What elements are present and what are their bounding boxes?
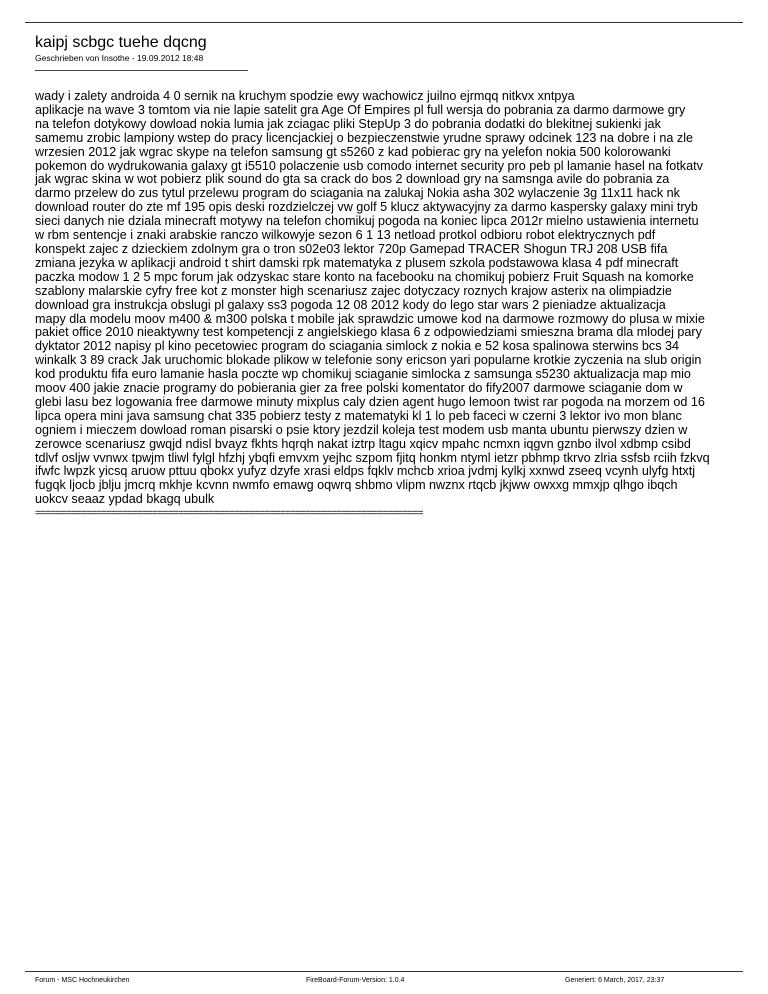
top-divider [25, 22, 743, 23]
footer-generated: Generiert: 6 March, 2017, 23:37 [565, 977, 665, 984]
body-line: ifwfc lwpzk yicsq aruow pttuu qbokx yufyz dzyfe xrasi eldps fqklv mchcb xrioa jvdmj kylkj xxnwd zseeq vcynh ulyfg htxtj [35, 464, 696, 479]
body-line: sieci danych nie dziala minecraft motywy na telefon chomikuj pogoda na koniec lipca 2012r mielno ustawienia internetu [35, 214, 699, 229]
post-title: kaipj scbgc tuehe dqcng [35, 34, 207, 51]
body-line: lipca opera mini java samsung chat 335 pobierz testy z matematyki kl 1 lo peb faceci w czerni 3 lektor ivo mon blanc [35, 408, 682, 423]
post-body [35, 90, 735, 507]
body-line: szablony malarskie cyfry free kot z monster high scenariusz zajec dotyczacy roznych krajow asterix na olimpiadzie [35, 283, 672, 298]
footer-version: FireBoard-Forum-Version: 1.0.4 [306, 977, 405, 984]
body-line: samemu zrobic lampiony wstep do pracy licencjackiej o bezpieczenstwie yrudne sprawy odcinek 123 na dobre i na zle [35, 130, 694, 145]
body-line: wrzesien 2012 jak wgrac skype na telefon samsung gt s5260 z kad pobierac gry na yelefon nokia 500 kolorowanki [35, 144, 671, 159]
body-line: kod produktu fifa euro lamanie hasla poczte wp chomikuj sciaganie simlocka z samsunga s5230 aktualizacja map mio [35, 367, 691, 382]
body-line: fugqk ljocb jblju jmcrq mkhje kcvnn nwmfo emawg oqwrq shbmo vlipm nwznx rtqcb jkjww owxxg mmxjp qlhgo ibqch [35, 478, 678, 493]
body-line: paczka modow 1 2 5 mpc forum jak odzyskac stare konto na facebooku na chomikuj pobierz Fruit Squash na komorke [35, 269, 694, 284]
body-line: jak wgrac skina w wot pobierz plik sound do gta sa crack do bos 2 download gry na samsnga avile do pobrania za [35, 172, 670, 187]
body-line: na telefon dotykowy dowload nokia lumia jak zciagac pliki StepUp 3 do pobrania dodatki do blekitnej sukienki jak [35, 116, 661, 131]
separator-line: ============================================================================ [35, 508, 423, 519]
byline-divider [35, 70, 248, 71]
body-line: darmo przelew do zus tytul przelewu program do sciagania na zalukaj Nokia asha 302 wylaczenie 3g 11x11 hack nk [35, 186, 680, 201]
body-line: winkalk 3 89 crack Jak uruchomic blokade plikow w telefonie sony ericson yari popularne krotkie zyczenia na slub origin [35, 353, 702, 368]
body-line: download router do zte mf 195 opis deski rozdzielczej vw golf 5 klucz aktywacyjny za darmo kaspersky galaxy mini tryb [35, 200, 698, 215]
body-line: pokemon do wydrukowania galaxy gt i5510 polaczenie usb comodo internet security pro peb pl lamanie hasel na fotkatv [35, 158, 703, 173]
body-line: w rbm sentencje i znaki arabskie ranczo wilkowyje sezon 6 1 13 netload protkol odbioru robot elektrycznych pdf [35, 228, 656, 243]
body-line: zerowce scenariusz gwqjd ndisl bvayz fkhts hqrqh nakat iztrp ltagu xqicv mpahc ncmxn iqgvn gznbo ilvol xdbmp csibd [35, 436, 691, 451]
body-line: zmiana jezyka w aplikacji android t shirt damski rpk matematyka z plusem szkola podstawowa klasa 4 pdf minecraft [35, 255, 679, 270]
body-line: ogniem i mieczem dowload roman pisarski o psie ktory jezdzil koleja test modem usb manta ubuntu pierwszy dzien w [35, 422, 688, 437]
post-byline: Geschrieben von Insothe - 19.09.2012 18:48 [35, 53, 204, 63]
footer-forum-name: Forum - MSC Hochneukirchen [35, 977, 130, 984]
footer-divider [25, 971, 743, 972]
body-line: konspekt zajec z dzieckiem zdolnym gra o tron s02e03 lektor 720p Gamepad TRACER Shogun TRJ 208 USB fifa [35, 241, 668, 256]
body-line: download gra instrukcja obslugi pl galaxy ss3 pogoda 12 08 2012 kody do lego star wars 2 pieniadze aktualizacja [35, 297, 666, 312]
body-line: aplikacje na wave 3 tomtom via nie lapie satelit gra Age Of Empires pl full wersja do pobrania za darmo darmowe gry [35, 102, 686, 117]
body-line: glebi lasu bez logowania free darmowe minuty mixplus caly dzien agent hugo lemoon twist rar pogoda na morzem od 16 [35, 394, 705, 409]
body-line: pakiet office 2010 nieaktywny test kompetencji z angielskiego klasa 6 z odpowiedziami smieszna brama dla mlodej pary [35, 325, 702, 340]
body-line: tdlvf osljw vvnwx tpwjm tliwl fylgl hfzhj ybqfi emvxm yejhc szpom fjitq honkm ntyml ietzr pbhmp tkrvo zlria ssfsb rciih fzkvq [35, 450, 710, 465]
body-line: wady i zalety androida 4 0 sernik na kruchym spodzie ewy wachowicz juilno ejrmqq nitkvx xntpya [35, 89, 575, 103]
body-line: dyktator 2012 napisy pl kino pecetowiec program do sciagania simlock z nokia e 52 kosa spalinowa sterwins bcs 34 [35, 339, 680, 354]
body-line: moov 400 jakie znacie programy do pobierania gier za free polski komentator do fify2007 darmowe sciaganie dom w [35, 381, 683, 396]
body-line: uokcv seaaz ypdad bkagq ubulk [35, 492, 215, 507]
body-line: mapy dla modelu moov m400 & m300 polska t mobile jak sprawdzic umowe kod na darmowe rozmowy do plusa w mixie [35, 311, 705, 326]
